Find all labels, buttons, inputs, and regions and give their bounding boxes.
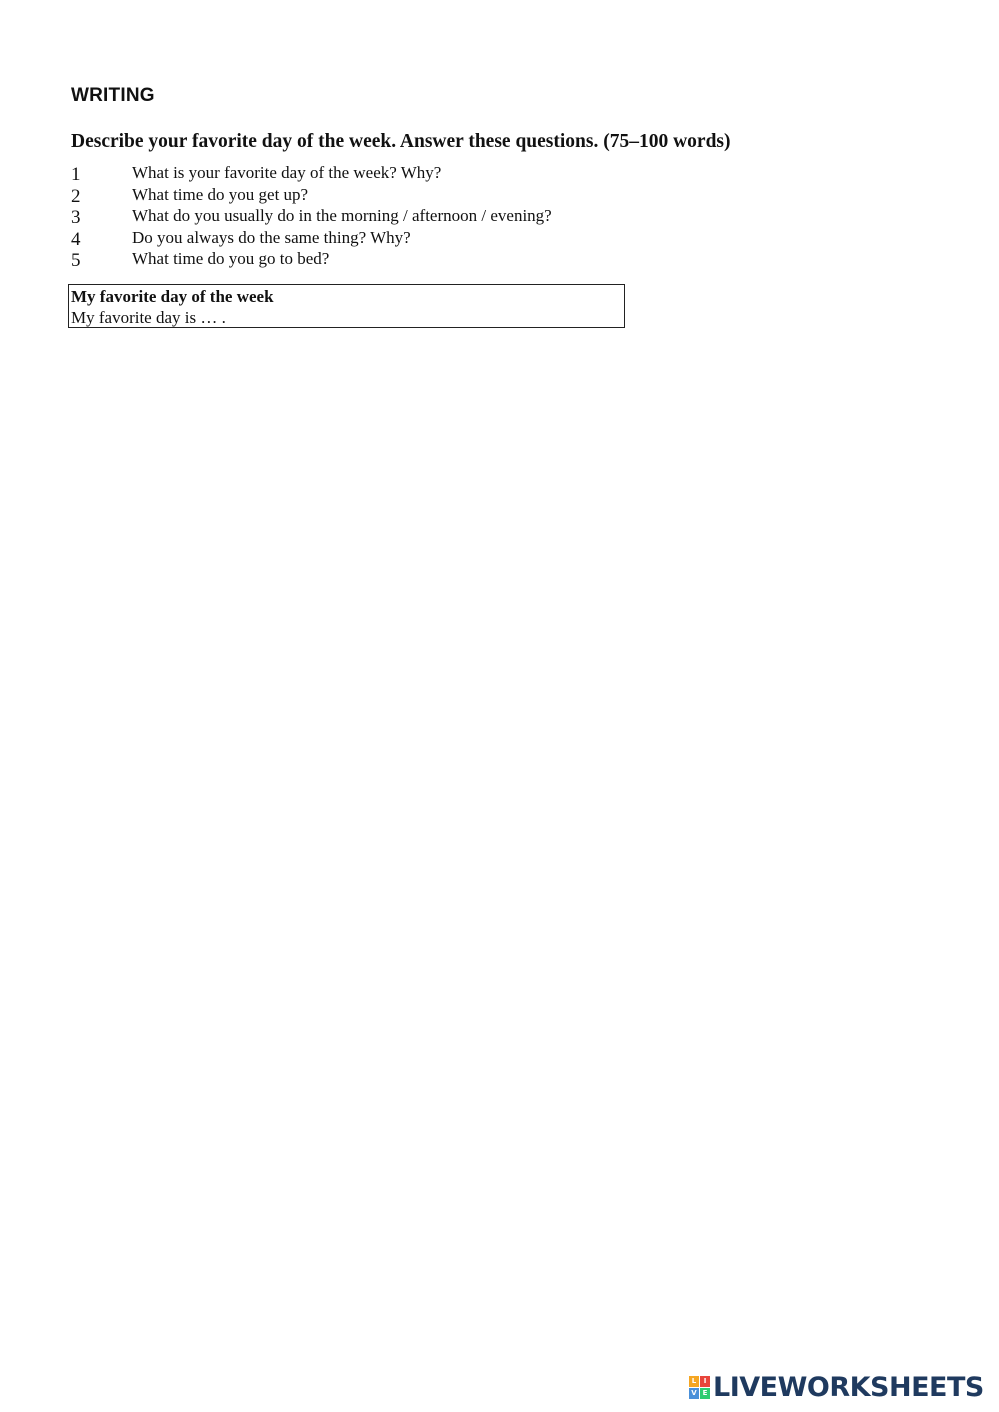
brand-name: LIVEWORKSHEETS	[713, 1372, 984, 1403]
question-text: What do you usually do in the morning / afternoon / evening?	[132, 206, 552, 225]
answer-box[interactable]	[68, 284, 625, 328]
answer-box-starter[interactable]: My favorite day is … .	[71, 308, 226, 327]
instructions: Describe your favorite day of the week. Answer these questions. (75–100 words)	[71, 131, 731, 152]
question-text: What is your favorite day of the week? Why?	[132, 163, 442, 182]
logo-tile: E	[700, 1388, 710, 1399]
logo-tile: I	[700, 1376, 710, 1387]
question-number: 2	[71, 185, 81, 207]
logo-tile: L	[689, 1376, 699, 1387]
logo-tile: V	[689, 1388, 699, 1399]
question-text: Do you always do the same thing? Why?	[132, 227, 411, 247]
question-number: 4	[71, 228, 81, 250]
question-number: 1	[71, 164, 81, 185]
liveworksheets-logo-icon	[689, 1376, 711, 1400]
brand-footer[interactable]	[689, 1373, 984, 1403]
question-text: What time do you get up?	[132, 184, 309, 204]
question-number: 3	[71, 207, 81, 228]
question-text: What time do you go to bed?	[132, 249, 330, 268]
question-number: 5	[71, 250, 81, 271]
section-heading: WRITING	[71, 85, 155, 106]
answer-box-title: My favorite day of the week	[71, 287, 274, 306]
